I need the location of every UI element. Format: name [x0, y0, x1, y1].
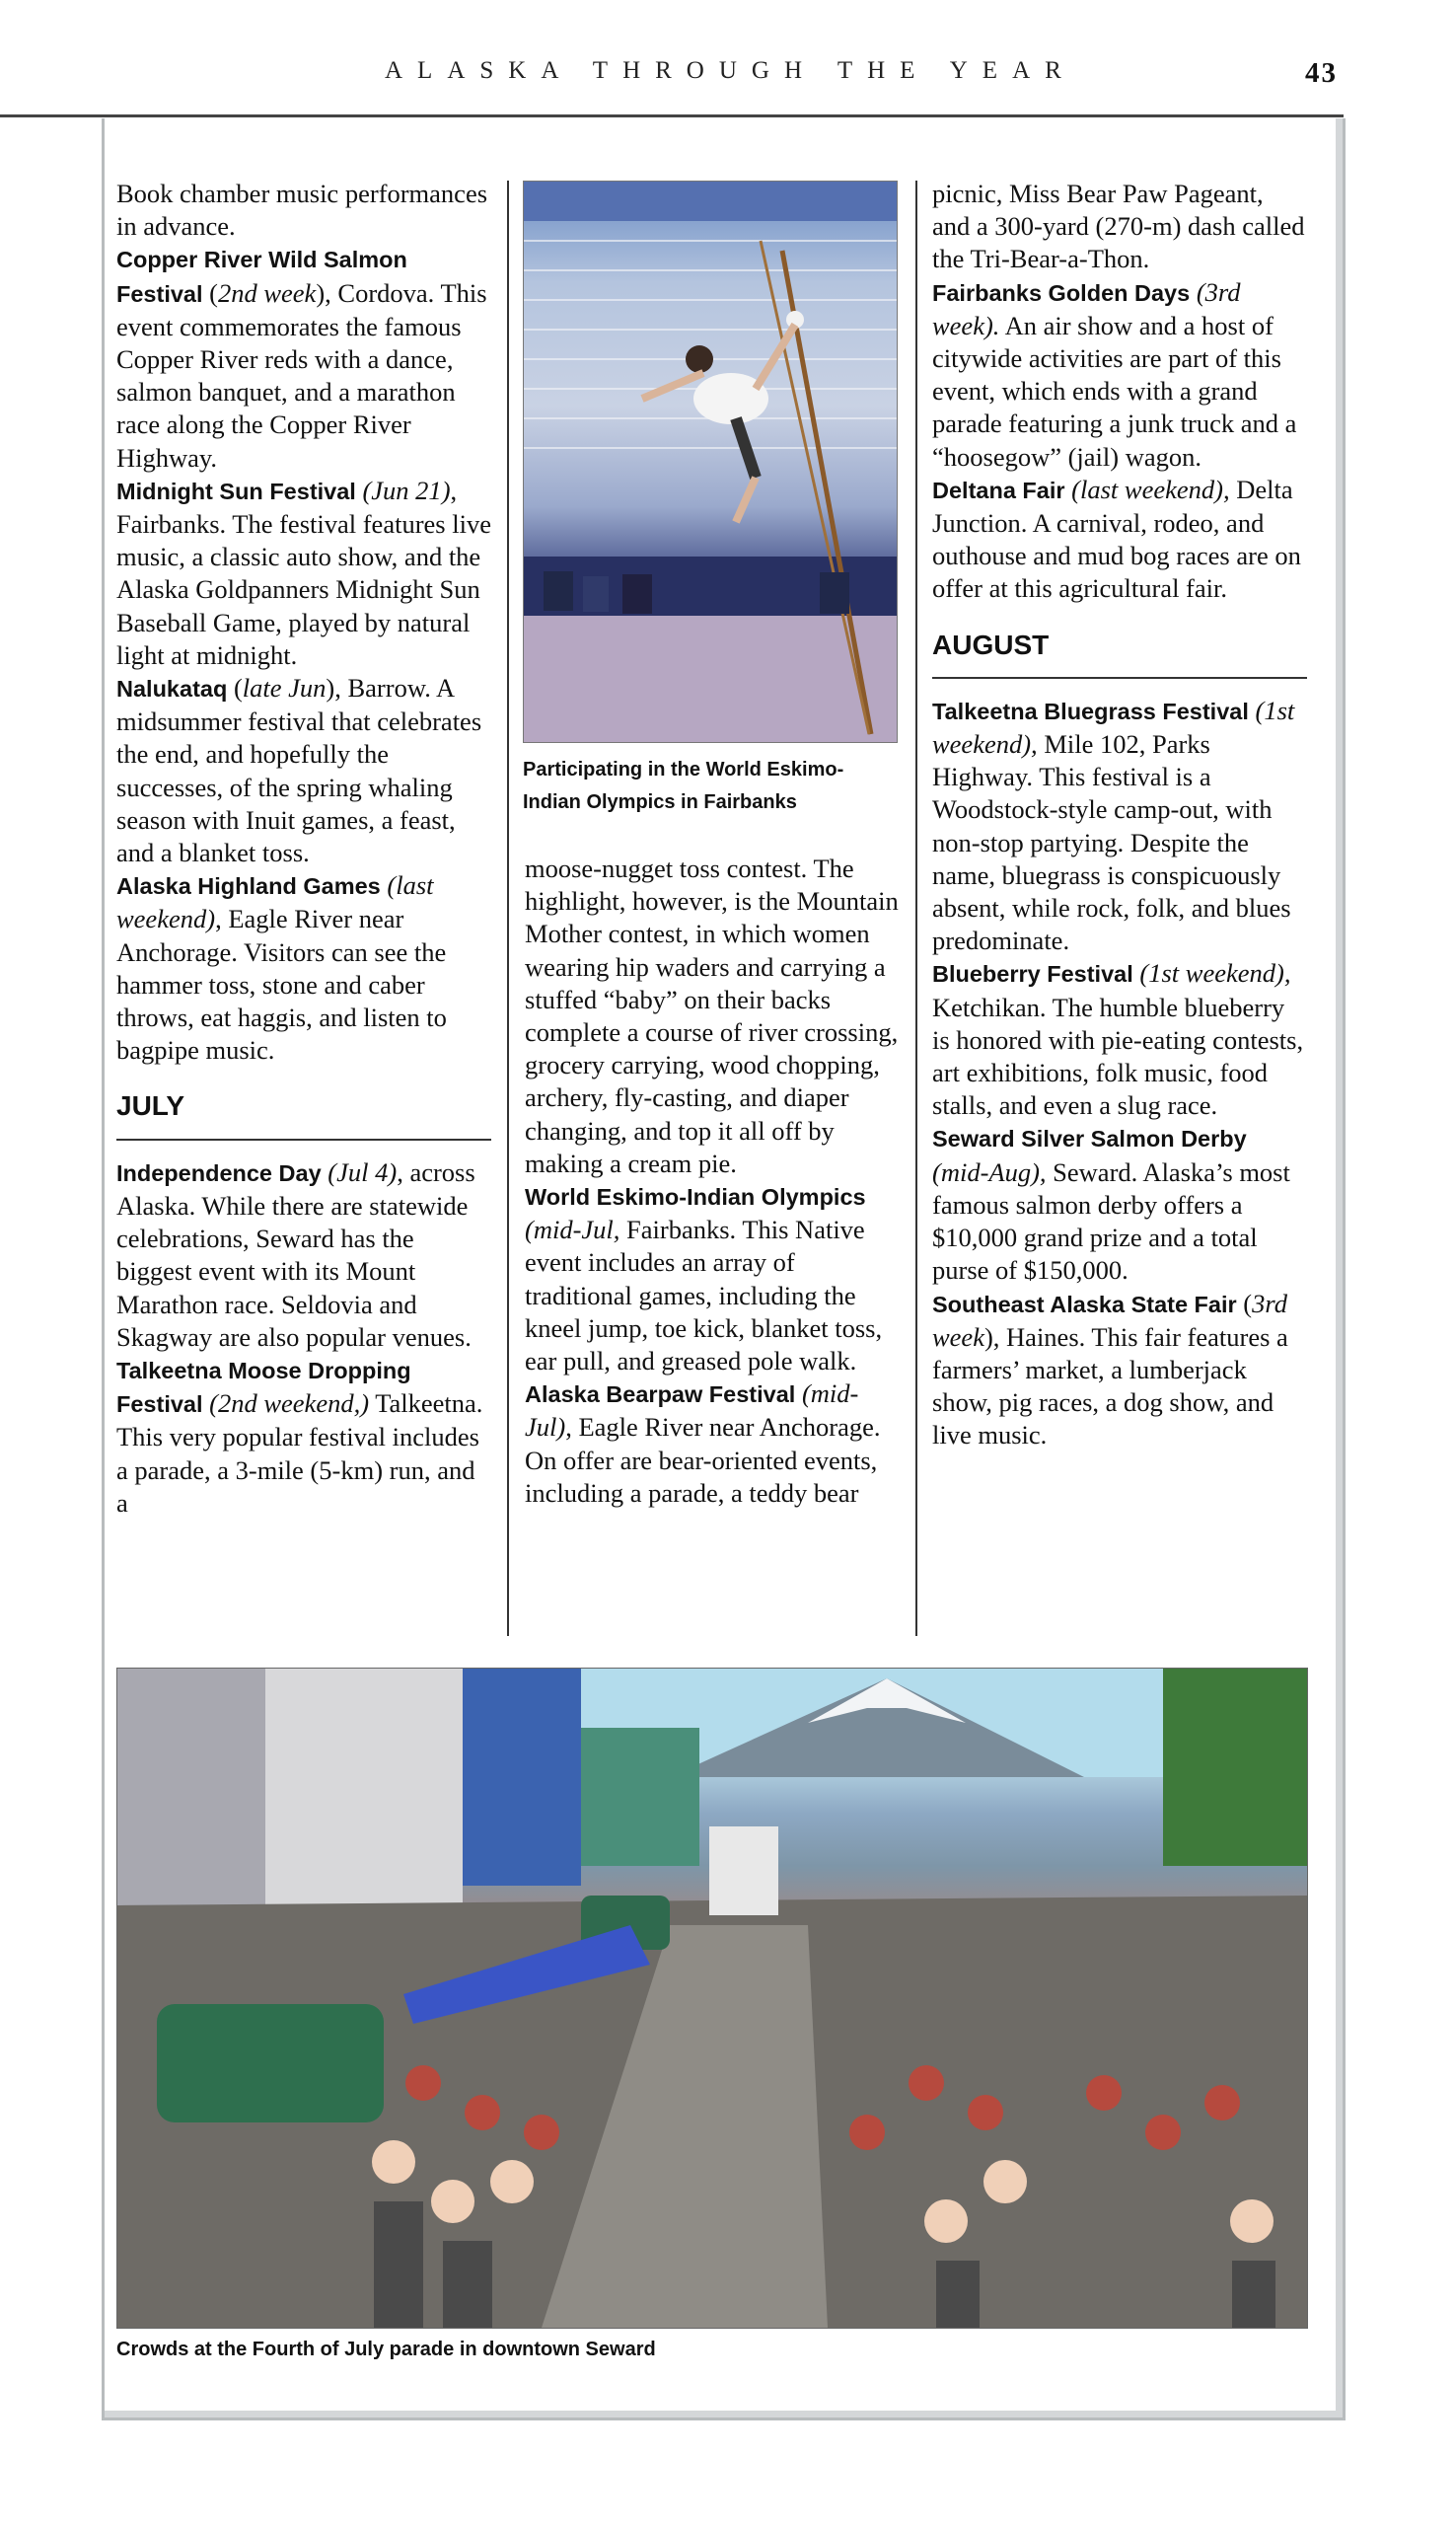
event-when: mid-Jul,: [533, 1215, 620, 1245]
event-name: Independence Day: [116, 1159, 322, 1186]
event-when: 2nd week: [217, 277, 317, 308]
photo-caption: Crowds at the Fourth of July parade in downtown Seward: [116, 2339, 656, 2360]
event-text: , Cordova. This event commemorates the famous Copper River reds with a dance, salmon banquet, and a marathon race along the Copper River Highway.: [116, 277, 487, 473]
event-text: , Barrow. A midsummer festival that celebrates the end, and hopefully the successes, of the spring whaling season with Inuit games, a feast, and a blanket toss.: [116, 673, 482, 868]
running-head: [0, 57, 1456, 97]
page-number: 43: [1305, 57, 1338, 89]
event-copper-river: Copper River Wild Salmon Festival (2nd week), Cordova. This event commemorates the famous Copper River reds with a dance, salmon banquet, and a marathon race along the Copper River Highway.: [116, 247, 487, 473]
event-bluegrass-festival: Talkeetna Bluegrass Festival (1st weekend), Mile 102, Parks Highway. This festival is a Woodstock-style camp-out, with non-stop partying. Despite the name, bluegrass is conspicuously absent, while rock, folk, and blues predominate.: [932, 695, 1295, 956]
event-text: , Fairbanks. The festival features live music, a classic auto show, and the Alaska Goldpanners Midnight Sun Baseball Game, played by natural light at midnight.: [116, 475, 491, 670]
event-moose-dropping: Talkeetna Moose Dropping Festival (2nd weekend,) Talkeetna. This very popular festival includes a parade, a 3-mile (5-km) run, and a: [116, 1357, 483, 1518]
event-text: Delta Junction. A carnival, rodeo, and outhouse and mud bog races are on offer at this agricultural fair.: [932, 474, 1301, 604]
column-3: [932, 178, 1307, 1452]
event-southeast-fair: Southeast Alaska State Fair (3rd week), Haines. This fair features a farmers’ market, a lumberjack show, pig races, a dog show, and live music.: [932, 1288, 1288, 1450]
event-name: Seward Silver Salmon Derby: [932, 1126, 1247, 1153]
photo-caption: Participating in the World Eskimo-Indian Olympics in Fairbanks: [523, 759, 844, 813]
event-when: late Jun: [242, 673, 327, 704]
event-text: Fairbanks. This Native event includes an array of traditional games, including the kneel jump, toe kick, blanket toss, ear pull, and greased pole walk.: [525, 1215, 883, 1376]
intro-text: Book chamber music performances in advance.: [116, 179, 488, 242]
event-when: 1st weekend),: [932, 695, 1295, 760]
photo-eskimo-olympics: [523, 181, 898, 743]
event-text: , Eagle River near Anchorage. On offer are bear-oriented events, including a parade, a teddy bear: [525, 1412, 881, 1508]
event-when: 3rd week).: [932, 276, 1241, 340]
column-divider: [507, 181, 509, 1636]
event-name: Copper River Wild Salmon Festival: [116, 247, 407, 307]
event-name: Alaska Bearpaw Festival: [525, 1381, 796, 1408]
header-rule: [0, 114, 1344, 117]
event-when: 1st weekend),: [1148, 958, 1291, 989]
event-when: 3rd week: [932, 1288, 1287, 1352]
section-heading-july: JULY: [116, 1089, 491, 1140]
event-text: , across Alaska. While there are statewide celebrations, Seward has the biggest event with its Mount Marathon race. Seldovia and Skagway are also popular venues.: [116, 1156, 475, 1352]
running-head-title: ALASKA THROUGH THE YEAR: [385, 57, 1076, 84]
event-when: last weekend: [116, 870, 434, 934]
event-when: last weekend),: [1079, 474, 1230, 504]
column-1: [116, 178, 491, 1520]
event-name: Nalukataq: [116, 676, 228, 703]
event-midnight-sun: Midnight Sun Festival (Jun 21), Fairbanks. The festival features live music, a classic auto show, and the Alaska Goldpanners Midnight Sun Baseball Game, played by natural light at midnight.: [116, 475, 491, 670]
event-text: Talkeetna. This very popular festival includes a parade, a 3-mile (5-km) run, and a: [116, 1388, 483, 1518]
event-when: mid-Jul: [525, 1378, 859, 1443]
event-world-eskimo-indian-olympics: World Eskimo-Indian Olympics (mid-Jul, Fairbanks. This Native event includes an array of traditional games, including the kneel jump, toe kick, blanket toss, ear pull, and greased pole walk.: [525, 1184, 883, 1376]
event-name: Talkeetna Bluegrass Festival: [932, 698, 1249, 724]
event-when: Jul 4: [336, 1156, 389, 1187]
column-2: [525, 853, 906, 1510]
event-golden-days: Fairbanks Golden Days (3rd week). An air show and a host of citywide activities are part of this event, which ends with a grand parade featuring a junk truck and a “hoosegow” (jail) wagon.: [932, 276, 1297, 472]
bearpaw-continued: picnic, Miss Bear Paw Pageant, and a 300-yard (270-m) dash called the Tri-Bear-a-Thon.: [932, 179, 1305, 274]
event-nalukataq: Nalukataq (late Jun), Barrow. A midsummer festival that celebrates the end, and hopefully the successes, of the spring whaling season with Inuit games, a feast, and a blanket toss.: [116, 673, 482, 868]
event-name: Deltana Fair: [932, 477, 1065, 503]
event-name: Talkeetna Moose Dropping Festival: [116, 1357, 411, 1418]
moose-contest-continued: moose-nugget toss contest. The highlight, however, is the Mountain Mother contest, in which women wearing hip waders and carrying a stuffed “baby” on their backs complete a course of river crossing, grocery carrying, wood chopping, archery, fly-casting, and diaper changing, and top it all off by making a cream pie.: [525, 854, 899, 1178]
event-text: Ketchikan. The humble blueberry is honored with pie-eating contests, art exhibitions, folk music, food stalls, and even a slug race.: [932, 992, 1304, 1121]
event-deltana-fair: Deltana Fair (last weekend), Delta Junction. A carnival, rodeo, and outhouse and mud bog races are on offer at this agricultural fair.: [932, 474, 1301, 604]
event-text: , Haines. This fair features a farmers’ market, a lumberjack show, pig races, a dog show, and live music.: [932, 1321, 1288, 1450]
event-when: mid-Aug),: [940, 1156, 1047, 1187]
event-name: Southeast Alaska State Fair: [932, 1291, 1237, 1317]
column-divider: [915, 181, 917, 1636]
event-bearpaw-festival: Alaska Bearpaw Festival (mid-Jul), Eagle River near Anchorage. On offer are bear-oriented events, including a parade, a teddy bear: [525, 1378, 881, 1508]
event-when: Jun 21: [371, 475, 442, 505]
event-name: Fairbanks Golden Days: [932, 279, 1191, 306]
event-blueberry-festival: Blueberry Festival (1st weekend), Ketchikan. The humble blueberry is honored with pie-eating contests, art exhibitions, folk music, food stalls, and even a slug race.: [932, 958, 1304, 1121]
high-kick-illustration: [524, 182, 897, 742]
event-name: Alaska Highland Games: [116, 873, 381, 900]
event-text: , Eagle River near Anchorage. Visitors can see the hammer toss, stone and caber throws, eat haggis, and listen to bagpipe music.: [116, 904, 447, 1066]
event-text: An air show and a host of citywide activities are part of this event, which ends with a grand parade featuring a junk truck and a “hoosegow” (jail) wagon.: [932, 310, 1297, 472]
event-independence-day: Independence Day (Jul 4), across Alaska. While there are statewide celebrations, Seward has the biggest event with its Mount Marathon race. Seldovia and Skagway are also popular venues.: [116, 1156, 475, 1352]
event-when: 2nd weekend,: [217, 1388, 361, 1419]
event-highland-games: Alaska Highland Games (last weekend), Eagle River near Anchorage. Visitors can see the hammer toss, stone and caber throws, eat haggis, and listen to bagpipe music.: [116, 870, 447, 1066]
event-name: Midnight Sun Festival: [116, 478, 356, 504]
event-silver-salmon-derby: Seward Silver Salmon Derby (mid-Aug), Seward. Alaska’s most famous salmon derby offers a $10,000 grand prize and a total purse of $150,000.: [932, 1126, 1290, 1286]
section-heading-august: AUGUST: [932, 629, 1307, 679]
event-name: World Eskimo-Indian Olympics: [525, 1184, 866, 1211]
parade-illustration: [117, 1669, 1307, 2328]
event-text: Mile 102, Parks Highway. This festival is a Woodstock-style camp-out, with non-stop partying. Despite the name, bluegrass is conspicuously absent, while rock, folk, and blues predominate.: [932, 729, 1291, 956]
event-text: Seward. Alaska’s most famous salmon derby offers a $10,000 grand prize and a total purse of $150,000.: [932, 1156, 1290, 1286]
photo-seward-parade: [116, 1668, 1308, 2329]
event-name: Blueberry Festival: [932, 961, 1133, 988]
